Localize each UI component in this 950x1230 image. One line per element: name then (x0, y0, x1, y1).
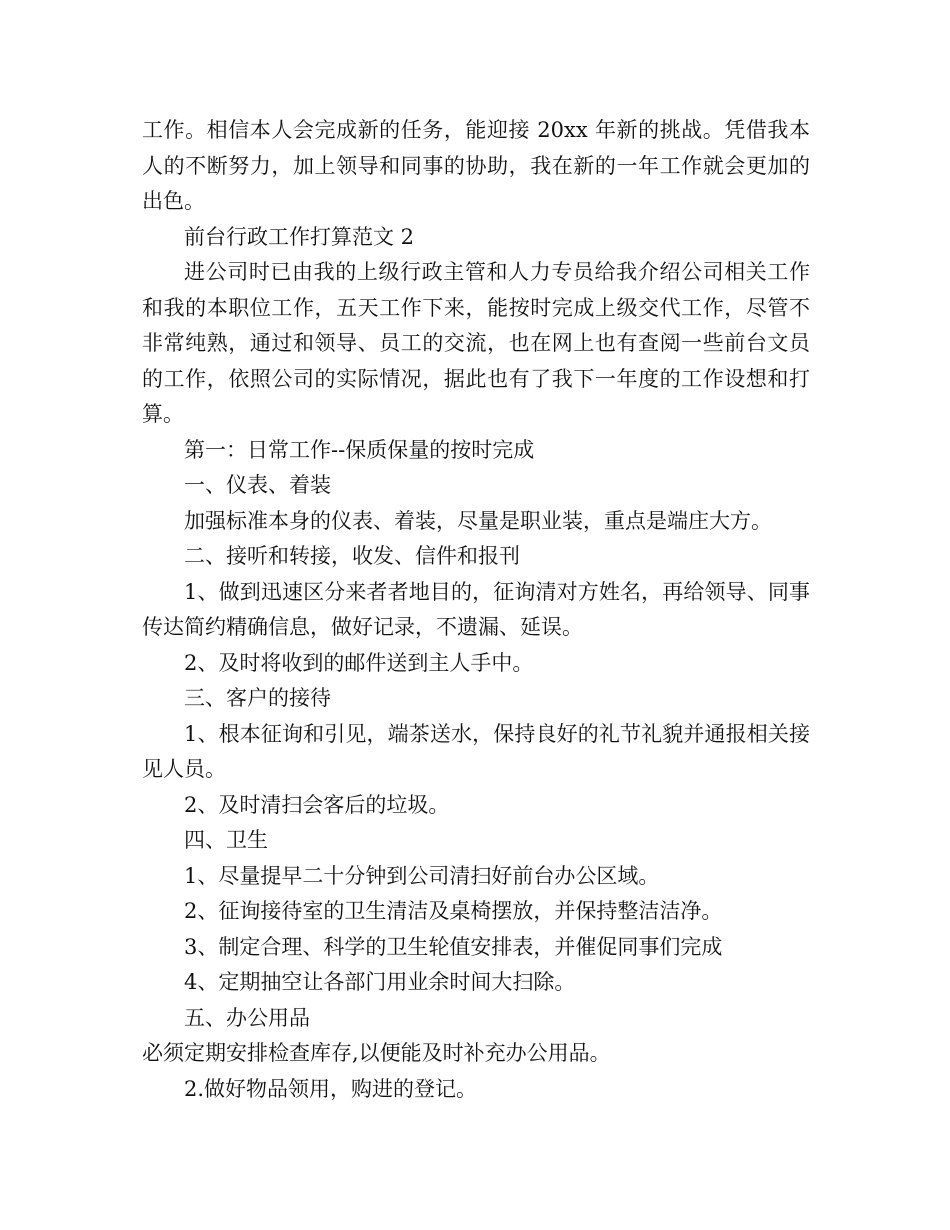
subsection-heading: 三、客户的接待 (184, 686, 331, 710)
section-heading: 第一：日常工作--保质保量的按时完成 (184, 437, 535, 462)
list-item: 1、根本征询和引见，端茶送水，保持良好的礼节礼貌并通报相关接见人员。 (142, 721, 810, 781)
subsection-heading: 二、接听和转接，收发、信件和报刊 (184, 544, 520, 568)
list-item: 2.做好物品领用，购进的登记。 (184, 1076, 478, 1101)
list-item: 1、尽量提早二十分钟到公司清扫好前台办公区域。 (184, 863, 660, 888)
paragraph: 进公司时已由我的上级行政主管和人力专员给我介绍公司相关工作和我的本职位工作，五天工作下来，能按时完成上级交代工作，尽管不非常纯熟，通过和领导、员工的交流，也在网上也有查阅一些前台文员的工作，依照公司的实际情况，据此也有了我下一年度的工作设想和打算。 (142, 260, 810, 426)
subsection-heading: 一、仪表、着装 (184, 473, 331, 497)
list-item: 4、定期抽空让各部门用业余时间大扫除。 (184, 970, 576, 994)
list-item: 2、及时清扫会客后的垃圾。 (184, 792, 450, 817)
paragraph: 必须定期安排检查库存,以便能及时补充办公用品。 (142, 1041, 611, 1065)
section-title: 前台行政工作打算范文 2 (184, 224, 415, 249)
document-body (142, 113, 810, 1107)
list-item: 2、征询接待室的卫生清洁及桌椅摆放，并保持整洁洁净。 (184, 899, 723, 923)
list-item: 1、做到迅速区分来者者地目的，征询清对方姓名，再给领导、同事传达简约精确信息，做好记录，不遗漏、延误。 (142, 579, 810, 639)
subsection-heading: 五、办公用品 (184, 1005, 310, 1030)
subsection-heading: 四、卫生 (184, 828, 268, 852)
paragraph: 加强标准本身的仪表、着装，尽量是职业装，重点是端庄大方。 (184, 508, 772, 533)
paragraph: 工作。相信本人会完成新的任务，能迎接 20xx 年新的挑战。凭借我本人的不断努力，加上领导和同事的协助，我在新的一年工作就会更加的出色。 (142, 118, 810, 213)
list-item: 2、及时将收到的邮件送到主人手中。 (184, 650, 534, 675)
list-item: 3、制定合理、科学的卫生轮值安排表，并催促同事们完成 (184, 934, 723, 959)
